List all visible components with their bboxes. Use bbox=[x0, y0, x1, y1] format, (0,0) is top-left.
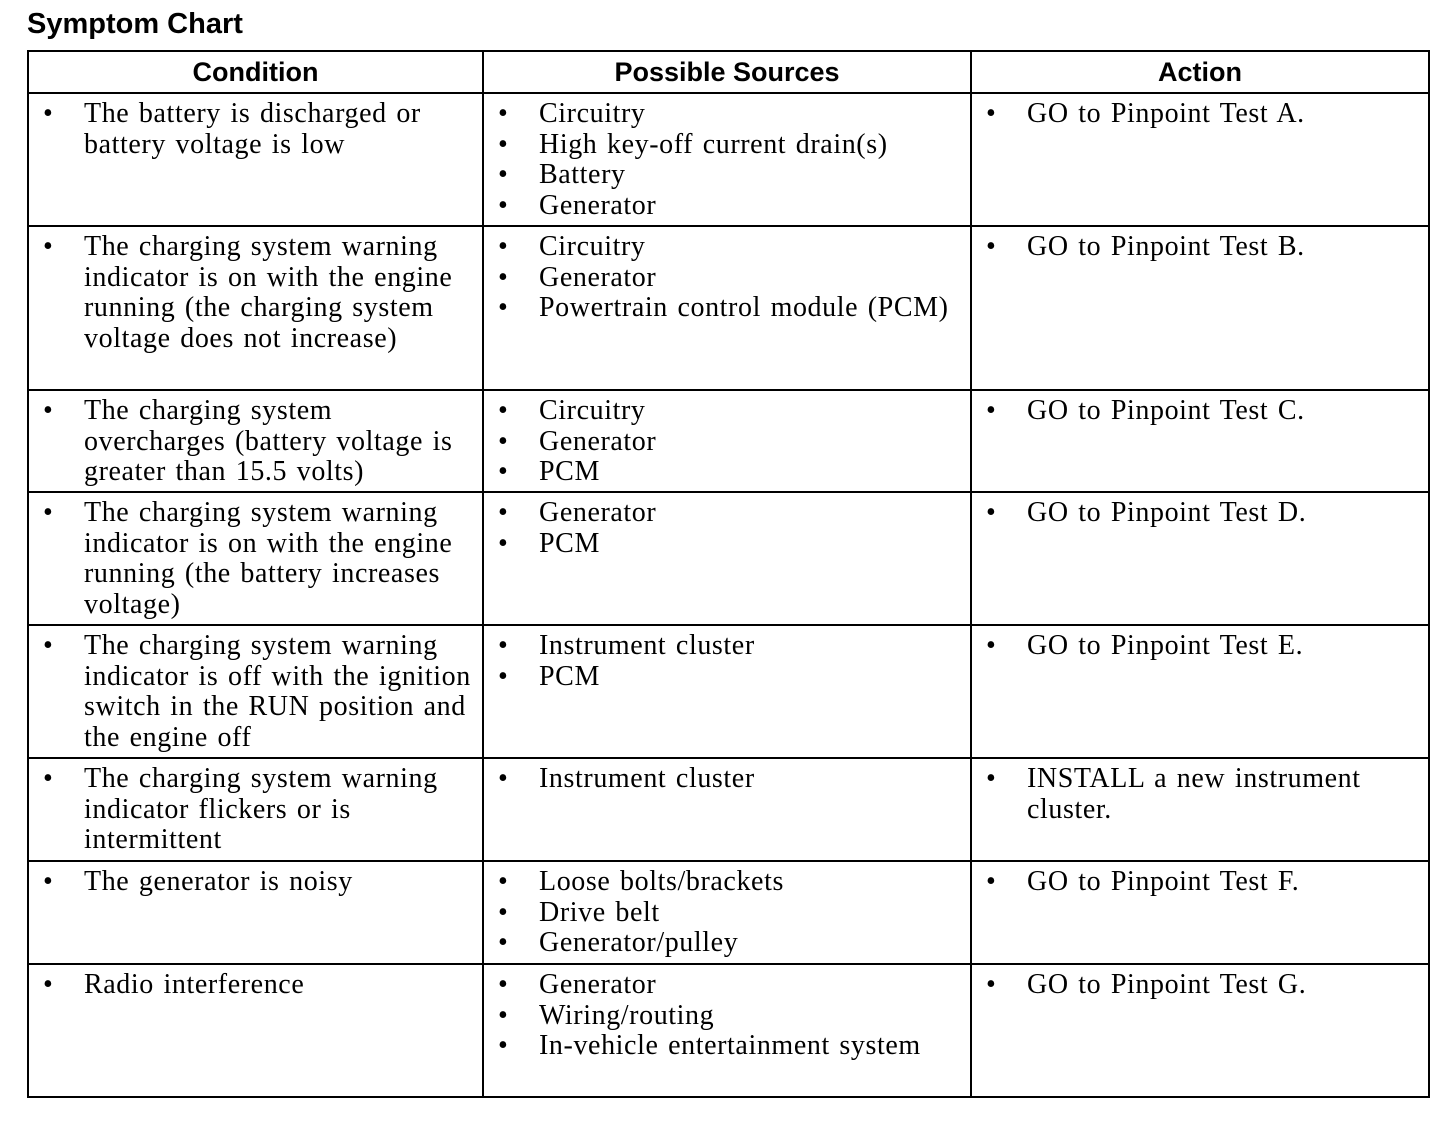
source-item: • Generator/pulley bbox=[492, 928, 962, 959]
action-text: • GO to Pinpoint Test D. bbox=[980, 498, 1420, 529]
sources-cell bbox=[483, 861, 971, 964]
condition-cell bbox=[28, 758, 483, 861]
source-item: • Generator bbox=[492, 427, 962, 458]
source-item: • PCM bbox=[492, 529, 962, 560]
sources-cell bbox=[483, 625, 971, 758]
action-cell bbox=[971, 492, 1429, 625]
sources-cell bbox=[483, 758, 971, 861]
condition-cell bbox=[28, 93, 483, 226]
table-row bbox=[28, 758, 1429, 861]
condition-cell bbox=[28, 861, 483, 964]
source-item: • Circuitry bbox=[492, 232, 962, 263]
action-cell bbox=[971, 625, 1429, 758]
condition-text: • The charging system warning indicator is on with the engine running (the charging system voltage does not increase) bbox=[37, 232, 474, 354]
condition-cell bbox=[28, 492, 483, 625]
page-title: Symptom Chart bbox=[27, 8, 243, 40]
action-cell bbox=[971, 861, 1429, 964]
action-text: • INSTALL a new instrument cluster. bbox=[980, 764, 1420, 825]
sources-cell bbox=[483, 390, 971, 492]
condition-text: • The charging system warning indicator is off with the ignition switch in the RUN position and the engine off bbox=[37, 631, 474, 753]
source-item: • Circuitry bbox=[492, 396, 962, 427]
action-text: • GO to Pinpoint Test F. bbox=[980, 867, 1420, 898]
condition-text: • The generator is noisy bbox=[37, 867, 474, 898]
action-cell bbox=[971, 964, 1429, 1097]
table-row bbox=[28, 861, 1429, 964]
table-header-row bbox=[28, 51, 1429, 93]
source-item: • Generator bbox=[492, 191, 962, 222]
source-item: • Powertrain control module (PCM) bbox=[492, 293, 962, 324]
action-cell bbox=[971, 758, 1429, 861]
column-header-action: Action bbox=[971, 51, 1429, 93]
source-item: • Battery bbox=[492, 160, 962, 191]
source-item: • PCM bbox=[492, 662, 962, 693]
source-item: • In-vehicle entertainment system bbox=[492, 1031, 962, 1062]
table-row bbox=[28, 226, 1429, 390]
table-row bbox=[28, 93, 1429, 226]
source-item: • Loose bolts/brackets bbox=[492, 867, 962, 898]
condition-text: • The charging system warning indicator is on with the engine running (the battery increases voltage) bbox=[37, 498, 474, 620]
table-row bbox=[28, 390, 1429, 492]
symptom-table bbox=[27, 50, 1430, 1098]
condition-cell bbox=[28, 226, 483, 390]
action-text: • GO to Pinpoint Test C. bbox=[980, 396, 1420, 427]
sources-cell bbox=[483, 964, 971, 1097]
source-item: • Drive belt bbox=[492, 898, 962, 929]
condition-cell bbox=[28, 625, 483, 758]
source-item: • Circuitry bbox=[492, 99, 962, 130]
action-text: • GO to Pinpoint Test G. bbox=[980, 970, 1420, 1001]
table-row bbox=[28, 964, 1429, 1097]
action-text: • GO to Pinpoint Test E. bbox=[980, 631, 1420, 662]
source-item: • Instrument cluster bbox=[492, 631, 962, 662]
condition-text: • The charging system overcharges (battery voltage is greater than 15.5 volts) bbox=[37, 396, 474, 488]
action-cell bbox=[971, 93, 1429, 226]
condition-text: • Radio interference bbox=[37, 970, 474, 1001]
source-item: • Generator bbox=[492, 263, 962, 294]
sources-cell bbox=[483, 492, 971, 625]
source-item: • High key-off current drain(s) bbox=[492, 130, 962, 161]
source-item: • Generator bbox=[492, 970, 962, 1001]
sources-cell bbox=[483, 226, 971, 390]
action-text: • GO to Pinpoint Test B. bbox=[980, 232, 1420, 263]
source-item: • PCM bbox=[492, 457, 962, 488]
source-item: • Generator bbox=[492, 498, 962, 529]
condition-text: • The charging system warning indicator flickers or is intermittent bbox=[37, 764, 474, 856]
column-header-possible-sources: Possible Sources bbox=[483, 51, 971, 93]
column-header-condition: Condition bbox=[28, 51, 483, 93]
condition-cell bbox=[28, 964, 483, 1097]
table-row bbox=[28, 625, 1429, 758]
sources-cell bbox=[483, 93, 971, 226]
action-cell bbox=[971, 390, 1429, 492]
condition-cell bbox=[28, 390, 483, 492]
action-cell bbox=[971, 226, 1429, 390]
source-item: • Instrument cluster bbox=[492, 764, 962, 795]
condition-text: • The battery is discharged or battery voltage is low bbox=[37, 99, 474, 160]
table-row bbox=[28, 492, 1429, 625]
action-text: • GO to Pinpoint Test A. bbox=[980, 99, 1420, 130]
source-item: • Wiring/routing bbox=[492, 1001, 962, 1032]
